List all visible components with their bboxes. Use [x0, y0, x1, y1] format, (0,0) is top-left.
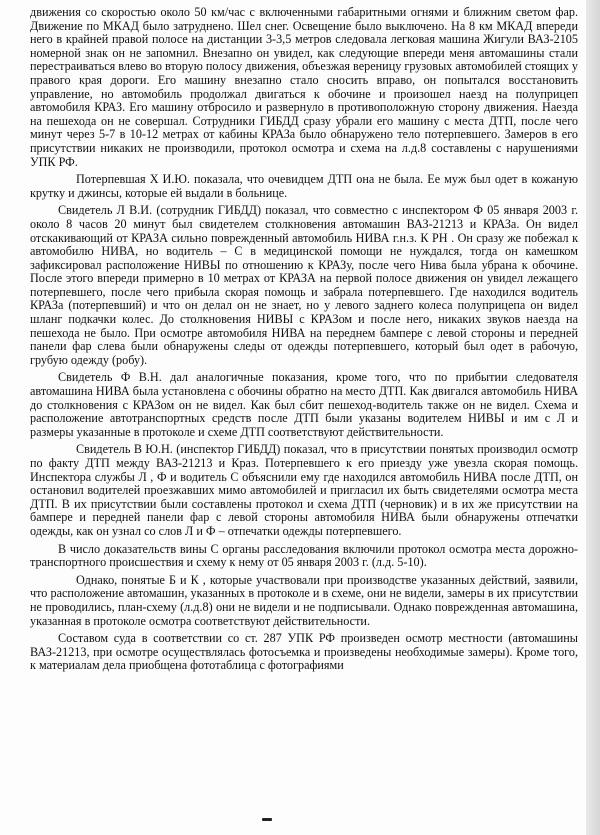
scan-mark — [262, 818, 272, 821]
paragraph-court-inspection: Составом суда в соответствии со ст. 287 УПК РФ произведен осмотр местности (автомашины ВАЗ-21213, при осмотре осуществлялась фотосъемка и произведены необходимые замеры). Кроме того, к материалам дела приобщена фототаблица с фотографиями — [30, 631, 578, 673]
paragraph-driver-testimony: движения со скоростью около 50 км/час с включенными габаритными огнями и ближним светом фар. Движение по МКАД было затруднено. Шел снег. Освещение было выключено. На 8 км МКАД впереди него в крайней правой полосе на дистанции 3-3,5 метров следовала легковая машина Жигули ВАЗ-2105 номерной знак он не запомнил. Внезапно он увидел, как следующие впереди меня автомашины стали перестраиваться влево во вторую полосу движения, объезжая вереницу грузовых автомобилей стоящих у правого края дороги. Его машину внезапно стало сносить вправо, он попытался восстановить управление, но автомобиль продолжал двигаться к обочине и произошел наезд на полуприцеп автомобиля КРАЗ. Его машину отбросило и развернуло в противоположную сторону движения. Наезда на пешехода он не совершал. Сотрудники ГИБДД сразу убрали его машину с места ДТП, после чего минут через 5-7 в 10-12 метрах от кабины КРАЗа было обнаружено тело потерпевшего. Замеров в его присутствии никаких не производили, протокол осмотра и схема на л.д.8 составлены с нарушениями УПК РФ. — [30, 5, 578, 169]
document-body — [30, 6, 578, 677]
paragraph-witness-v-testimony: Свидетель В Ю.Н. (инспектор ГИБДД) показал, что в присутствии понятых производил осмотр по факту ДТП между ВАЗ-21213 и Краз. Потерпевшего к его приезду уже увезла скорая помощь. Инспектора службы Л , Ф и водитель С объяснили ему где находился автомобиль НИВА после ДТП, он остановил водителей проезжавших мимо автомобилей и пригласил их быть свидетелями осмотра места ДТП. В их присутствии были составлены протокол и схема ДТП (черновик) и в их же присутствии на бампере и передней панели фар с левой стороны автомобиля НИВА были обнаружены отпечатки одежды, как он узнал со слов Л и Ф – отпечатки одежды потерпевшего. — [30, 442, 578, 538]
paragraph-attesting-witnesses: Однако, понятые Б и К , которые участвовали при производстве указанных действий, заявили, что расположение автомашин, указанных в протоколе и в схеме, они не видели, замеры в их присутствии не проводились, план-схему (л.д.8) они не видели и не подписывали. Однако поврежденная автомашина, указанная в протоколе осмотра соответствуют действительности. — [30, 572, 578, 628]
paragraph-victim-testimony: Потерпевшая Х И.Ю. показала, что очевидцем ДТП она не была. Ее муж был одет в кожаную крутку и джинсы, которые ей выдали в больнице. — [30, 172, 578, 200]
paragraph-evidence: В число доказательств вины С органы расследования включили протокол осмотра места дорожно-транспортного происшествия и схему к нему от 05 января 2003 г. (л.д. 5-10). — [30, 541, 578, 570]
paragraph-witness-l-testimony: Свидетель Л В.И. (сотрудник ГИБДД) показал, что совместно с инспектором Ф 05 января 2003 г. около 8 часов 20 минут был свидетелем столкновения автомашин ВАЗ-21213 и КРАЗа. Он видел отскакивающий от КРАЗА сильно поврежденный автомобиль НИВА г.н.з. К РН . Он сразу же побежал к автомобилю НИВА, но водитель – С в медицинской помощи не нуждался, тогда он камешком зафиксировал расположение НИВЫ по отношению к КРАЗу, после чего Нива была убрана к обочине. После этого впереди примерно в 10 метрах от КРАЗА на первой полосе движения он увидел лежащего потерпевшего, после чего прибыла скорая помощь и забрала потерпевшего. Где находился водитель КРАЗа (потерпевший) и что он делал он не знает, но у левого заднего колеса полуприцепа он видел шланг подкачки колес. До столкновения НИВЫ с КРАЗом и после него, никаких звуков наезда на пешехода не было. При осмотре автомобиля НИВА на переднем бампере с левой стороны и передней панели фар слева были обнаружены следы от одежды потерпевшего, который был одет в рабочую, грубую одежду (робу). — [30, 203, 578, 367]
scan-page-edge — [586, 0, 600, 835]
paragraph-witness-f-testimony: Свидетель Ф В.Н. дал аналогичные показания, кроме того, что по прибытии следователя автомашина НИВА была установлена с обочины обратно на место ДТП. Как двигался автомобиль НИВА до столкновения с КРАЗом он не видел. Как был сбит пешеход-водитель также он не видел. Схема и расположение автотранспортных средств после ДТП были указаны водителем НИВЫ и им с Л и размеры указанные в протоколе и схеме ДТП соответствуют действительности. — [30, 370, 578, 439]
